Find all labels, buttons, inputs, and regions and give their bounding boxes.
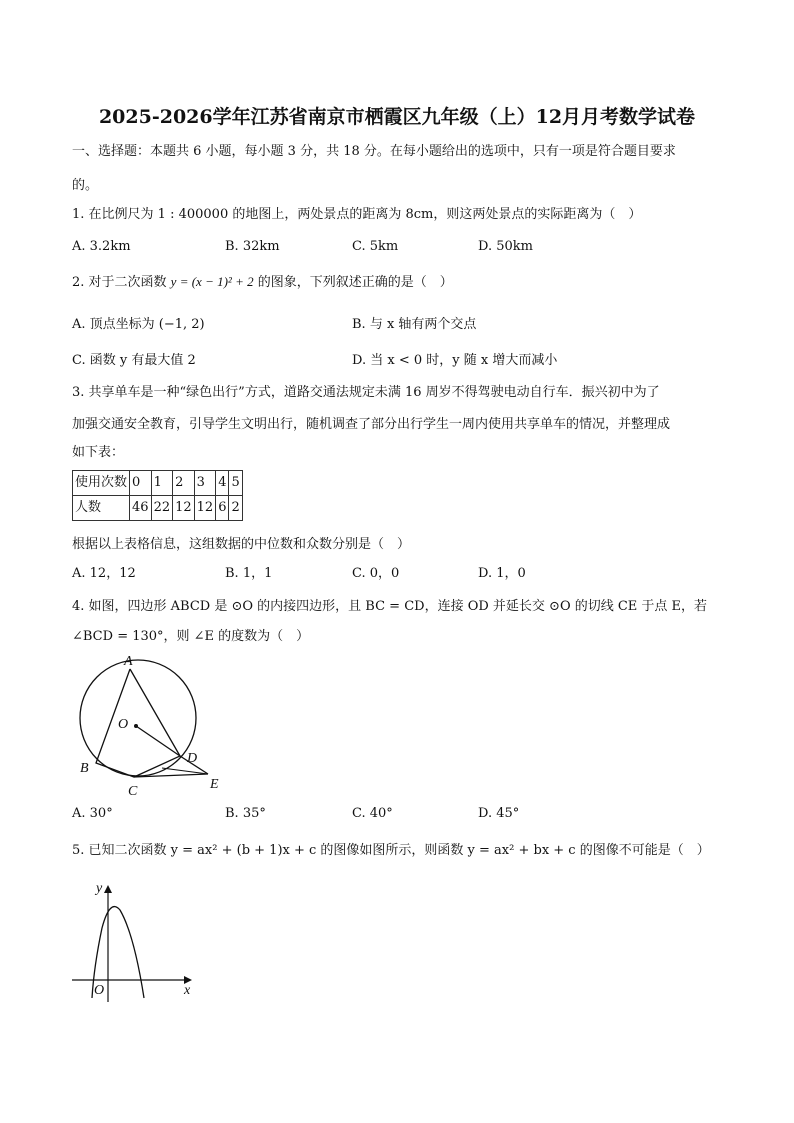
q1-option-b: B. 32km — [225, 239, 280, 254]
q4-option-c: C. 40° — [352, 806, 393, 821]
origin-label: O — [94, 983, 105, 998]
q2-formula: y = (x − 1)² + 2 — [170, 274, 254, 289]
q5-stem: 5. 已知二次函数 y = ax² + (b + 1)x + c 的图像如图所示，则函数 y = ax² + bx + c 的图像不可能是（ ） — [72, 843, 710, 858]
center-dot — [134, 724, 138, 728]
y-axis-arrow — [104, 885, 112, 893]
table-cell: 2 — [173, 471, 195, 496]
q4-circle-figure — [72, 650, 232, 800]
q1-option-c: C. 5km — [352, 239, 399, 254]
q5-parabola-graph — [66, 876, 206, 1006]
q2-option-a: A. 顶点坐标为 (−1, 2) — [72, 317, 205, 332]
table-cell: 6 — [216, 496, 229, 521]
table-cell: 4 — [216, 471, 229, 496]
table-cell: 0 — [130, 471, 152, 496]
section-heading-line1: 一、选择题：本题共 6 小题，每小题 3 分，共 18 分。在每小题给出的选项中，只有一项是符合题目要求 — [72, 144, 676, 159]
q2-stem-prefix: 2. 对于二次函数 — [72, 275, 171, 290]
q1-option-d: D. 50km — [478, 239, 533, 254]
q1-stem: 1. 在比例尺为 1 : 400000 的地图上，两处景点的距离为 8cm，则这两处景点的实际距离为（ ） — [72, 207, 642, 222]
q4-line1: 4. 如图，四边形 ABCD 是 ⊙O 的内接四边形，且 BC = CD，连接 OD 并延长交 ⊙O 的切线 CE 于点 E，若 — [72, 599, 708, 614]
q3-option-d: D. 1，0 — [478, 566, 526, 581]
label-a: A — [124, 654, 133, 669]
q3-line3: 如下表： — [72, 445, 125, 460]
x-axis-label: x — [184, 983, 191, 998]
q3-frequency-table — [72, 470, 243, 521]
label-d: D — [187, 751, 198, 766]
q3-option-a: A. 12，12 — [72, 566, 136, 581]
page-title: 2025-2026学年江苏省南京市栖霞区九年级（上）12月月考数学试卷 — [98, 106, 696, 128]
q4-option-a: A. 30° — [72, 806, 113, 821]
table-cell: 12 — [194, 496, 216, 521]
table-row-label: 人数 — [73, 496, 130, 521]
label-e: E — [210, 777, 219, 792]
label-o: O — [118, 717, 129, 732]
table-cell: 22 — [151, 496, 173, 521]
y-axis-label: y — [96, 881, 103, 896]
table-cell: 12 — [173, 496, 195, 521]
q3-line1: 3. 共享单车是一种“绿色出行”方式，道路交通法规定未满 16 周岁不得驾驶电动自行车．振兴初中为了 — [72, 385, 660, 400]
table-row-label: 使用次数 — [73, 471, 130, 496]
table-row — [73, 471, 243, 496]
table-cell: 2 — [229, 496, 242, 521]
q1-option-a: A. 3.2km — [72, 239, 131, 254]
table-cell: 1 — [151, 471, 173, 496]
q2-stem-suffix: 的图象，下列叙述正确的是（ ） — [253, 275, 453, 290]
q2-option-d: D. 当 x < 0 时，y 随 x 增大而减小 — [352, 353, 558, 368]
section-heading-line2: 的。 — [72, 178, 99, 193]
table-cell: 5 — [229, 471, 242, 496]
q3-option-c: C. 0，0 — [352, 566, 400, 581]
q4-option-b: B. 35° — [225, 806, 266, 821]
q2-option-b: B. 与 x 轴有两个交点 — [352, 317, 477, 332]
q3-option-b: B. 1，1 — [225, 566, 273, 581]
q4-line2: ∠BCD = 130°，则 ∠E 的度数为（ ） — [72, 629, 310, 644]
table-cell: 46 — [130, 496, 152, 521]
q2-stem — [72, 273, 453, 292]
label-b: B — [80, 761, 89, 776]
q3-question: 根据以上表格信息，这组数据的中位数和众数分别是（ ） — [72, 537, 411, 552]
q4-option-d: D. 45° — [478, 806, 520, 821]
q3-line2: 加强交通安全教育，引导学生文明出行，随机调查了部分出行学生一周内使用共享单车的情况，并整理成 — [72, 417, 671, 432]
q2-option-c: C. 函数 y 有最大值 2 — [72, 353, 196, 368]
segment-od — [136, 726, 180, 756]
quadrilateral-abcd — [96, 669, 180, 777]
label-c: C — [128, 784, 138, 799]
table-cell: 3 — [194, 471, 216, 496]
table-row — [73, 496, 243, 521]
